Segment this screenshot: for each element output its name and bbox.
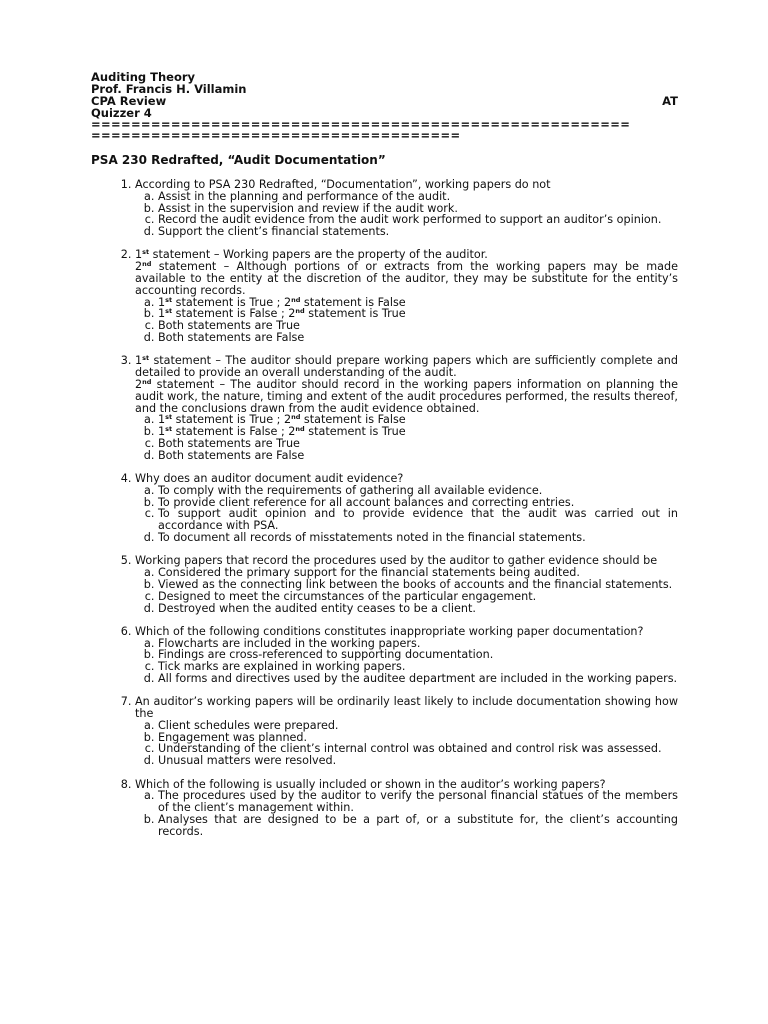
question-stem: Why does an auditor document audit evidence? — [135, 472, 404, 486]
option-list — [135, 567, 678, 614]
question-7 — [135, 696, 678, 767]
professor-name: Prof. Francis H. Villamin — [91, 82, 247, 96]
option: b. Assist in the supervision and review if the audit work. — [158, 203, 678, 215]
option: c. Understanding of the client’s internal control was obtained and control risk was assessed. — [158, 743, 678, 755]
question-3 — [135, 355, 678, 461]
option: d. Support the client’s financial statements. — [158, 226, 678, 238]
question-4 — [135, 473, 678, 544]
statement-1 — [135, 355, 678, 379]
statement-2 — [135, 379, 678, 414]
option-list — [135, 485, 678, 544]
option: a. Considered the primary support for the financial statements being audited. — [158, 567, 678, 579]
divider-rule-1: ====================================================== — [91, 119, 631, 130]
section-title: PSA 230 Redrafted, “Audit Documentation” — [91, 153, 386, 167]
quiz-title: Quizzer 4 — [91, 106, 152, 120]
option-list — [135, 414, 678, 461]
ordinal-suffix: st — [142, 354, 150, 363]
option: d. Both statements are False — [158, 332, 678, 344]
option: b. Findings are cross-referenced to supporting documentation. — [158, 649, 678, 661]
ordinal-suffix: st — [142, 248, 150, 257]
statement-text: statement – Although portions of or extracts from the working papers may be made available to the entity at the discretion of the auditor, they may be substitute for the entity’s accounting records. — [135, 260, 678, 297]
option: d. Unusual matters were resolved. — [158, 755, 678, 767]
question-5 — [135, 555, 678, 614]
option: a. Assist in the planning and performance of the audit. — [158, 191, 678, 203]
option: a. Flowcharts are included in the working papers. — [158, 638, 678, 650]
ordinal-number: 1 — [135, 248, 143, 262]
option: c. Both statements are True — [158, 320, 678, 332]
ordinal-number: 2 — [135, 377, 143, 391]
question-stem: An auditor’s working papers will be ordinarily least likely to include documentation showing how the — [135, 695, 678, 721]
option: b. Engagement was planned. — [158, 732, 678, 744]
document-page — [91, 71, 678, 849]
option: c. Tick marks are explained in working papers. — [158, 661, 678, 673]
option: d. All forms and directives used by the auditee department are included in the working papers. — [158, 673, 678, 685]
option: b. Viewed as the connecting link between the books of accounts and the financial statements. — [158, 579, 678, 591]
option: a. To comply with the requirements of gathering all available evidence. — [158, 485, 678, 497]
subject-title: Auditing Theory — [91, 70, 196, 84]
option: a. The procedures used by the auditor to verify the personal financial statues of the members of the client’s management within. — [158, 790, 678, 814]
question-6 — [135, 626, 678, 685]
option: b. Analyses that are designed to be a part of, or a substitute for, the client’s accounting records. — [158, 814, 678, 838]
question-2 — [135, 249, 678, 343]
option: a. 1st statement is True ; 2nd statement is False — [158, 414, 678, 426]
option: d. Both statements are False — [158, 450, 678, 462]
option: b. 1st statement is False ; 2nd statement is True — [158, 426, 678, 438]
option-list — [135, 790, 678, 837]
ordinal-number: 2 — [135, 260, 143, 274]
question-stem: According to PSA 230 Redrafted, “Documentation”, working papers do not — [135, 178, 551, 191]
option: a. Client schedules were prepared. — [158, 720, 678, 732]
option-list — [135, 191, 678, 238]
question-8 — [135, 779, 678, 838]
statement-text: statement – Working papers are the property of the auditor. — [149, 248, 488, 262]
course-name: CPA Review — [91, 94, 167, 108]
statement-text: statement – The auditor should record in the working papers information on planning the audit work, the nature, timing and extent of the audit procedures performed, the results thereof, and the conclusions drawn from the audit evidence obtained. — [135, 377, 678, 415]
course-row — [91, 95, 678, 107]
question-stem: Which of the following conditions constitutes inappropriate working paper documentation? — [135, 624, 644, 638]
question-list — [91, 179, 678, 838]
statement-text: statement – The auditor should prepare working papers which are sufficiently complete and detailed to provide an overall understanding of the audit. — [135, 354, 678, 380]
question-stem: Working papers that record the procedures used by the auditor to gather evidence should be — [135, 554, 658, 568]
option: b. 1st statement is False ; 2nd statement is True — [158, 308, 678, 320]
course-code: AT — [662, 94, 678, 108]
option: d. To document all records of misstatements noted in the financial statements. — [158, 532, 678, 544]
option: c. Record the audit evidence from the audit work performed to support an auditor’s opinion. — [158, 214, 678, 226]
option-list — [135, 720, 678, 767]
option: c. Both statements are True — [158, 438, 678, 450]
question-stem: Which of the following is usually included or shown in the auditor’s working papers? — [135, 777, 606, 791]
option: c. Designed to meet the circumstances of the particular engagement. — [158, 591, 678, 603]
divider-rule-2: ===================================== — [91, 130, 461, 141]
ordinal-suffix: nd — [142, 377, 152, 386]
option-list — [135, 638, 678, 685]
ordinal-number: 1 — [135, 354, 143, 368]
question-1 — [135, 179, 678, 238]
option: a. 1st statement is True ; 2nd statement is False — [158, 297, 678, 309]
option: d. Destroyed when the audited entity ceases to be a client. — [158, 603, 678, 615]
option: c. To support audit opinion and to provide evidence that the audit was carried out in accordance with PSA. — [158, 508, 678, 532]
option-list — [135, 297, 678, 344]
statement-2 — [135, 261, 678, 296]
option: b. To provide client reference for all account balances and correcting entries. — [158, 497, 678, 509]
ordinal-suffix: nd — [142, 260, 152, 269]
